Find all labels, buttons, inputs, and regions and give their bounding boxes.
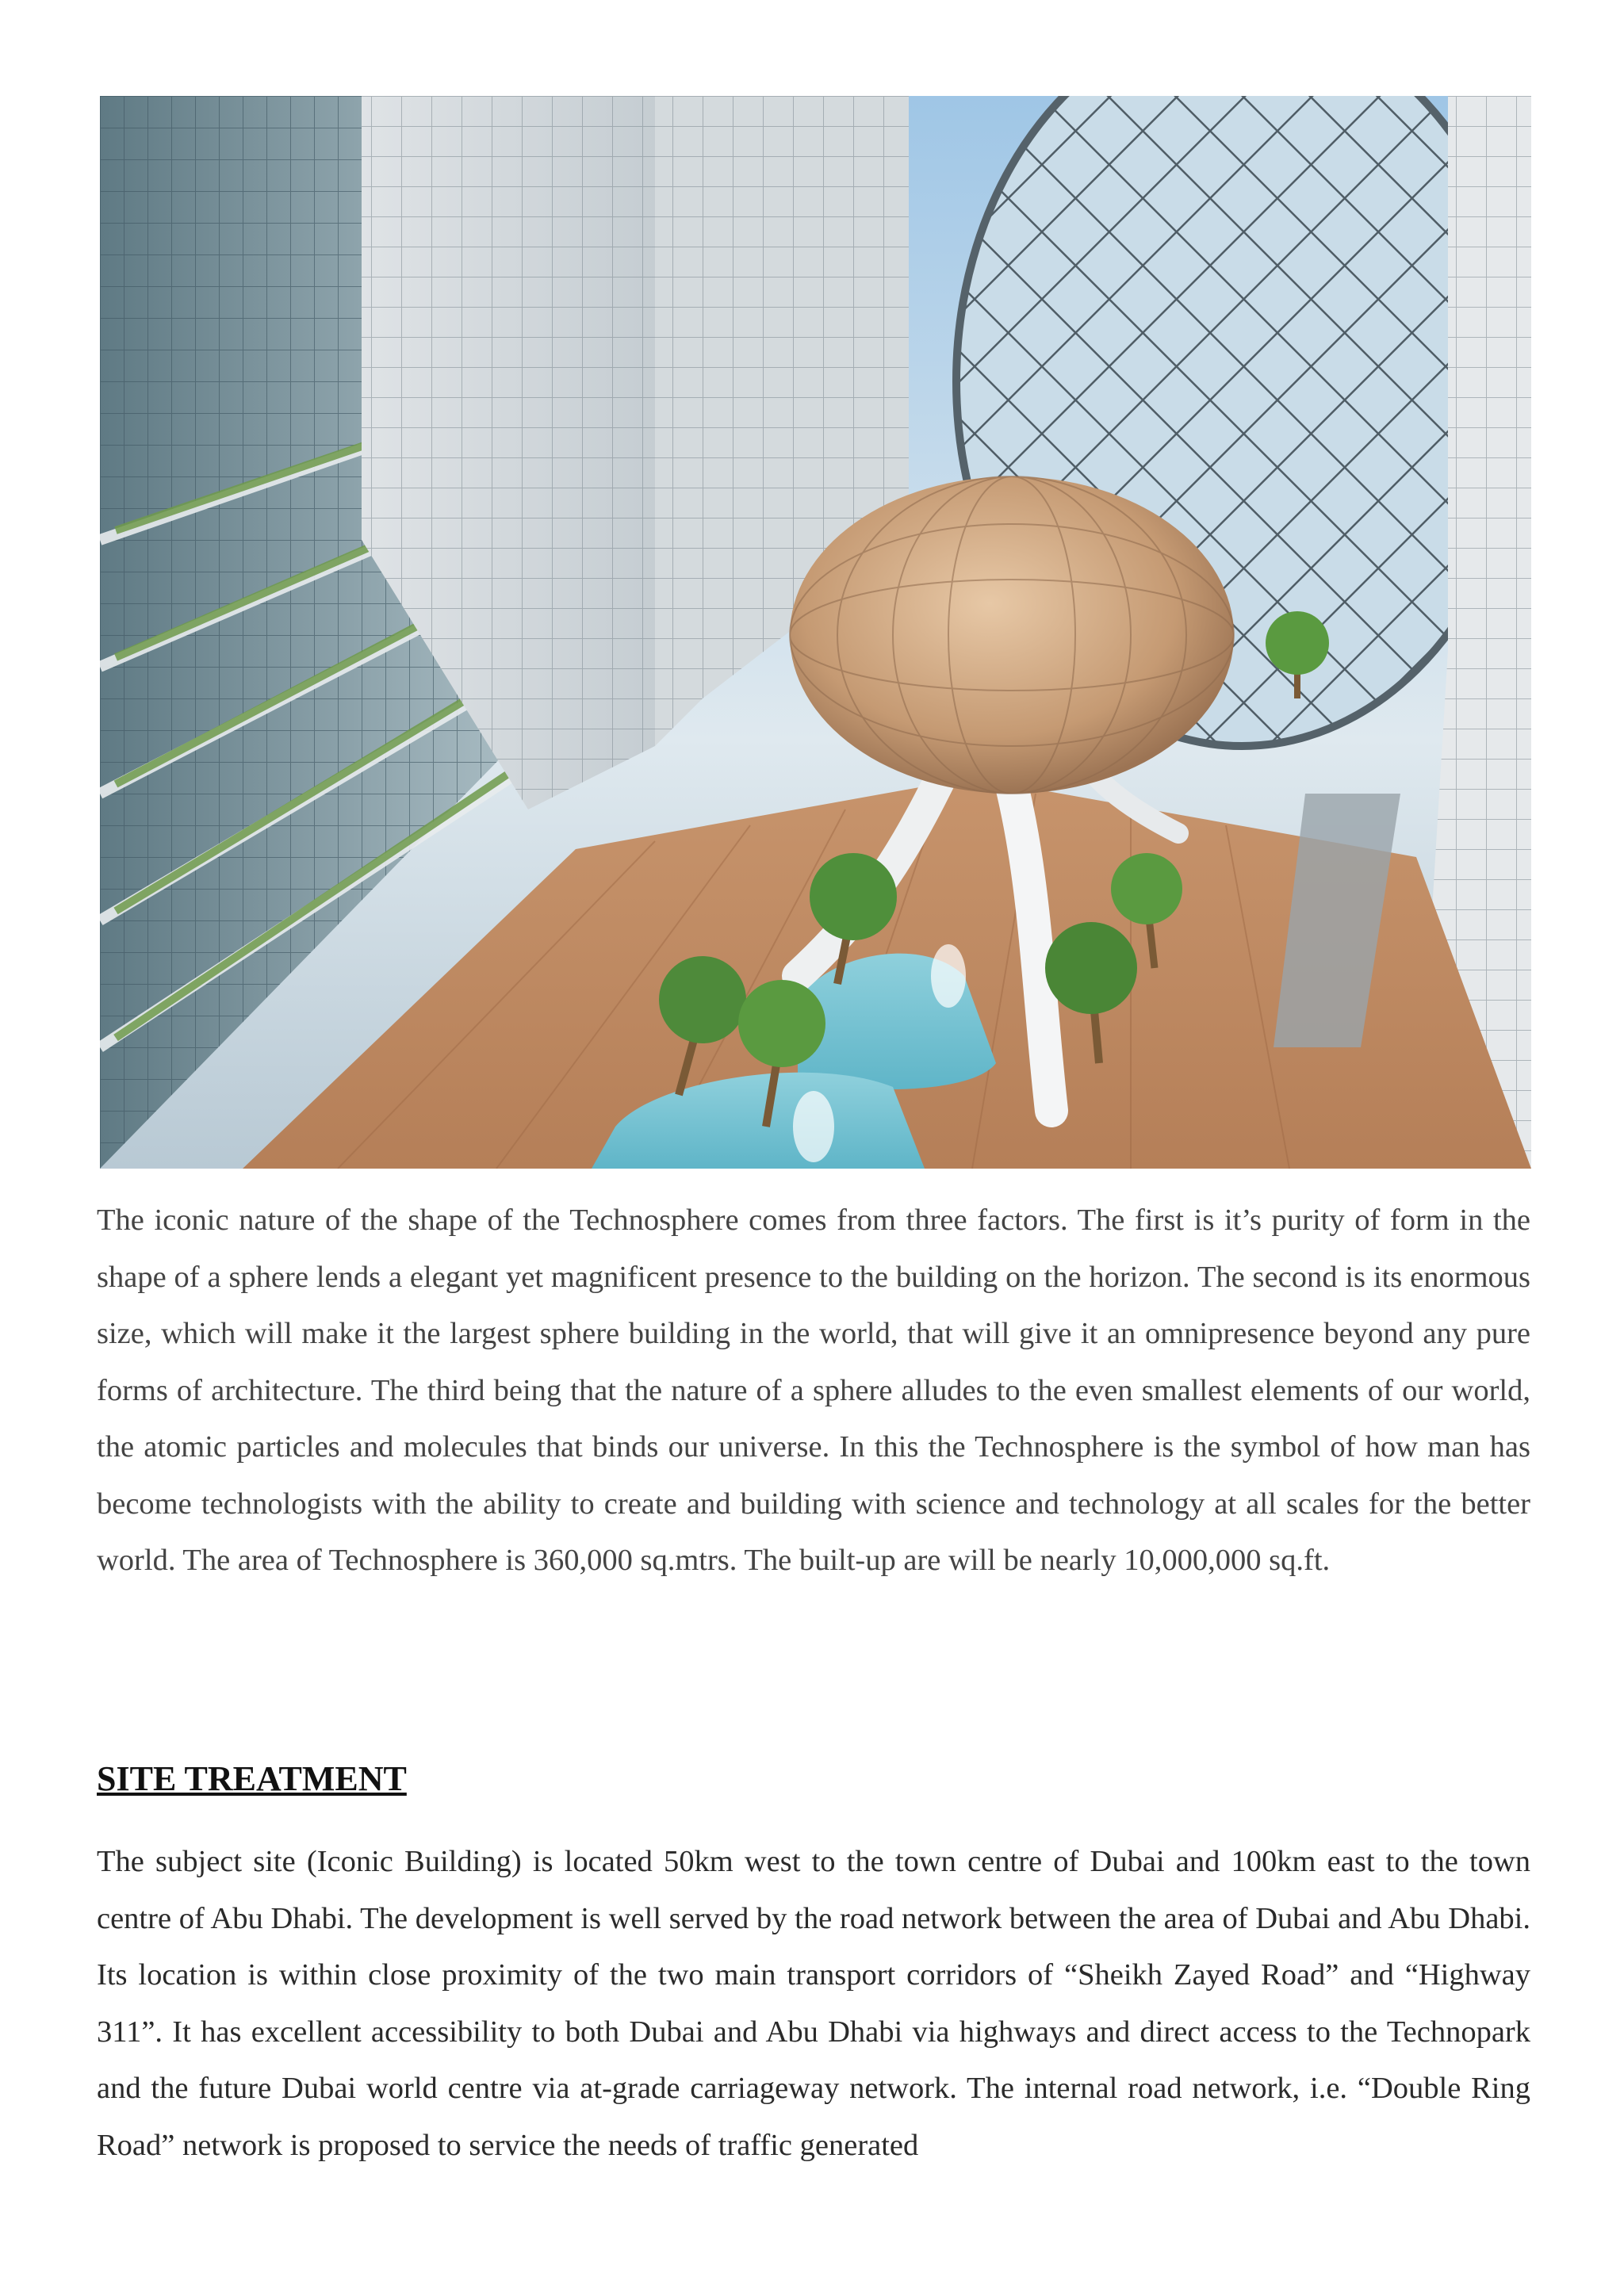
section-heading: SITE TREATMENT <box>97 1759 407 1798</box>
site-treatment-paragraph: The subject site (Iconic Building) is located 50km west to the town centre of Dubai and 100km east to the town centre of Abu Dhabi. The development is well served by the road network between the area of Dubai and Abu Dhabi. Its location is within close proximity of the two main transport corridors of “Sheikh Zayed Road” and “Highway 311”. It has excellent accessibility to both Dubai and Abu Dhabi via highways and direct access to the Technopark and the future Dubai world centre via at-grade carriageway network. The internal road network, i.e. “Double Ring Road” network is proposed to service the needs of traffic generated <box>97 1845 1530 2162</box>
atrium-rendering-image <box>100 96 1531 1169</box>
intro-paragraph: The iconic nature of the shape of the Technosphere comes from three factors. The first is it’s purity of form in the shape of a sphere lends a elegant yet magnificent presence to the building on the horizon. The second is its enormous size, which will make it the largest sphere building in the world, that will give it an omnipresence beyond any pure forms of architecture. The third being that the nature of a sphere alludes to the even smallest elements of our world, the atomic particles and molecules that binds our universe. In this the Technosphere is the symbol of how man has become technologists with the ability to create and building with science and technology at all scales for the better world. The area of Technosphere is 360,000 sq.mtrs. The built-up are will be nearly 10,000,000 sq.ft. <box>97 1203 1530 1577</box>
